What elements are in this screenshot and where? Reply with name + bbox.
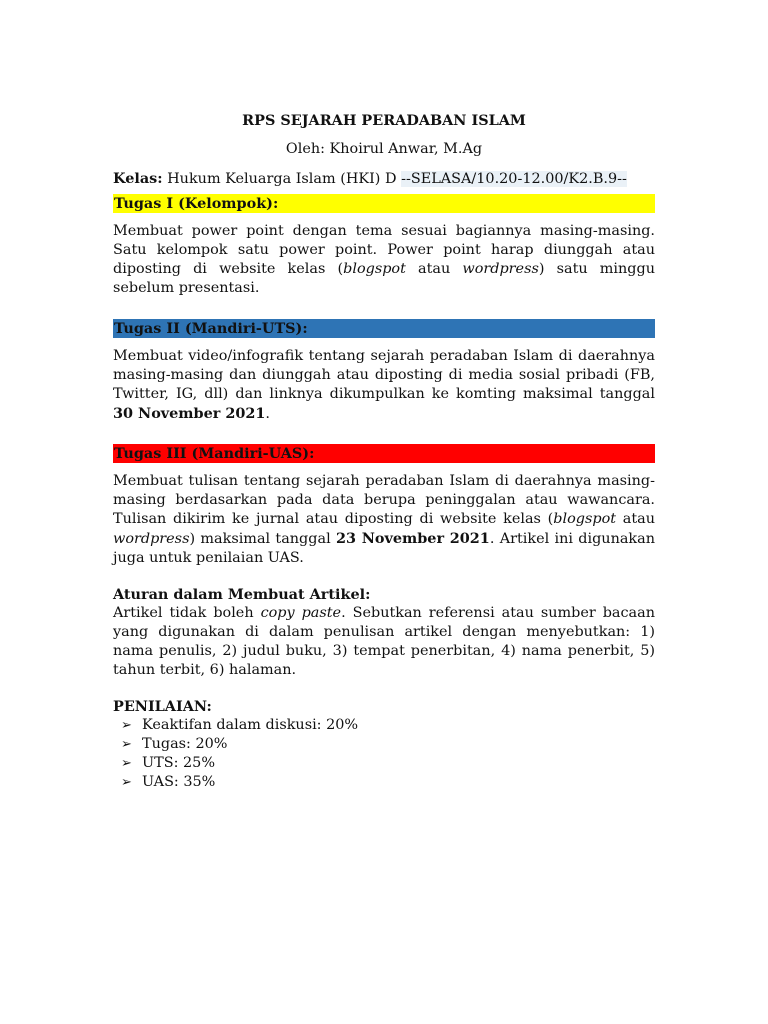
tugas2-body: Membuat video/infografik tentang sejarah peradaban Islam di daerahnya masing-masing dan diunggah atau diposting di media sosial pribadi (FB, Twitter, IG, dll) dan linknya dikumpulkan ke komting maksimal tanggal — [113, 348, 655, 402]
arrowhead-bullet-icon: ➢ — [121, 718, 132, 733]
tugas3-em2: wordpress — [113, 531, 190, 547]
penilaian-item-text: UTS: 25% — [142, 755, 215, 771]
tugas1-paragraph — [113, 222, 655, 298]
kelas-line — [113, 169, 655, 189]
tugas2-heading: Tugas II (Mandiri-UTS): — [113, 319, 655, 338]
arrowhead-bullet-icon: ➢ — [121, 737, 132, 752]
penilaian-item — [113, 773, 655, 792]
arrowhead-bullet-icon: ➢ — [121, 775, 132, 790]
arrowhead-bullet-icon: ➢ — [121, 756, 132, 771]
aturan-body1: Artikel tidak boleh — [113, 605, 261, 621]
aturan-paragraph — [113, 604, 655, 680]
kelas-value: Hukum Keluarga Islam (HKI) D — [162, 171, 402, 187]
tugas1-mid: atau — [405, 261, 463, 277]
aturan-heading: Aturan dalam Membuat Artikel: — [113, 586, 371, 603]
penilaian-item — [113, 735, 655, 754]
document-content — [113, 111, 655, 792]
tugas1-em1: blogspot — [343, 261, 406, 277]
aturan-body2: . Sebutkan referensi atau sumber bacaan yang digunakan di dalam penulisan artikel dengan menyebutkan: 1) nama penulis, 2) judul buku, 3) tempat penerbitan, 4) nama penerbit, 5) tahun terbit, 6) halaman. — [113, 605, 655, 678]
tugas2-tail: . — [265, 406, 270, 422]
tugas2-paragraph — [113, 347, 655, 424]
tugas3-heading: Tugas III (Mandiri-UAS): — [113, 444, 655, 463]
tugas1-body: Membuat power point dengan tema sesuai bagiannya masing-masing. Satu kelompok satu power point. Power point harap diunggah atau diposting di website kelas ( — [113, 223, 655, 277]
tugas3-mid: atau — [616, 511, 655, 527]
tugas1-em2: wordpress — [462, 261, 539, 277]
penilaian-item — [113, 754, 655, 773]
tugas3-body: Membuat tulisan tentang sejarah peradaban Islam di daerahnya masing-masing berdasarkan pada data berupa peninggalan atau wawancara. Tulisan dikirim ke jurnal atau diposting di website kelas ( — [113, 473, 655, 527]
penilaian-item-text: UAS: 35% — [142, 774, 216, 790]
kelas-label: Kelas: — [113, 170, 163, 187]
tugas3-em1: blogspot — [553, 511, 617, 527]
penilaian-item-text: Keaktifan dalam diskusi: 20% — [142, 717, 359, 733]
tugas3-deadline: 23 November 2021 — [335, 530, 490, 547]
penilaian-item — [113, 716, 655, 735]
tugas3-tail: . Artikel ini digunakan juga untuk penilaian UAS. — [113, 531, 655, 566]
tugas3-mid2: ) maksimal tanggal — [189, 531, 336, 547]
penilaian-item-text: Tugas: 20% — [142, 736, 228, 752]
tugas2-deadline: 30 November 2021 — [113, 405, 266, 422]
tugas1-heading: Tugas I (Kelompok): — [113, 194, 655, 213]
penilaian-heading: PENILAIAN: — [113, 698, 212, 715]
kelas-schedule: --SELASA/10.20-12.00/K2.B.9-- — [401, 171, 627, 187]
tugas3-paragraph — [113, 472, 655, 568]
document-title: RPS SEJARAH PERADABAN ISLAM — [242, 112, 526, 129]
penilaian-list — [113, 716, 655, 792]
aturan-em: copy paste — [260, 605, 342, 621]
document-author: Oleh: Khoirul Anwar, M.Ag — [285, 141, 483, 157]
tugas1-tail: ) satu minggu sebelum presentasi. — [113, 261, 655, 296]
